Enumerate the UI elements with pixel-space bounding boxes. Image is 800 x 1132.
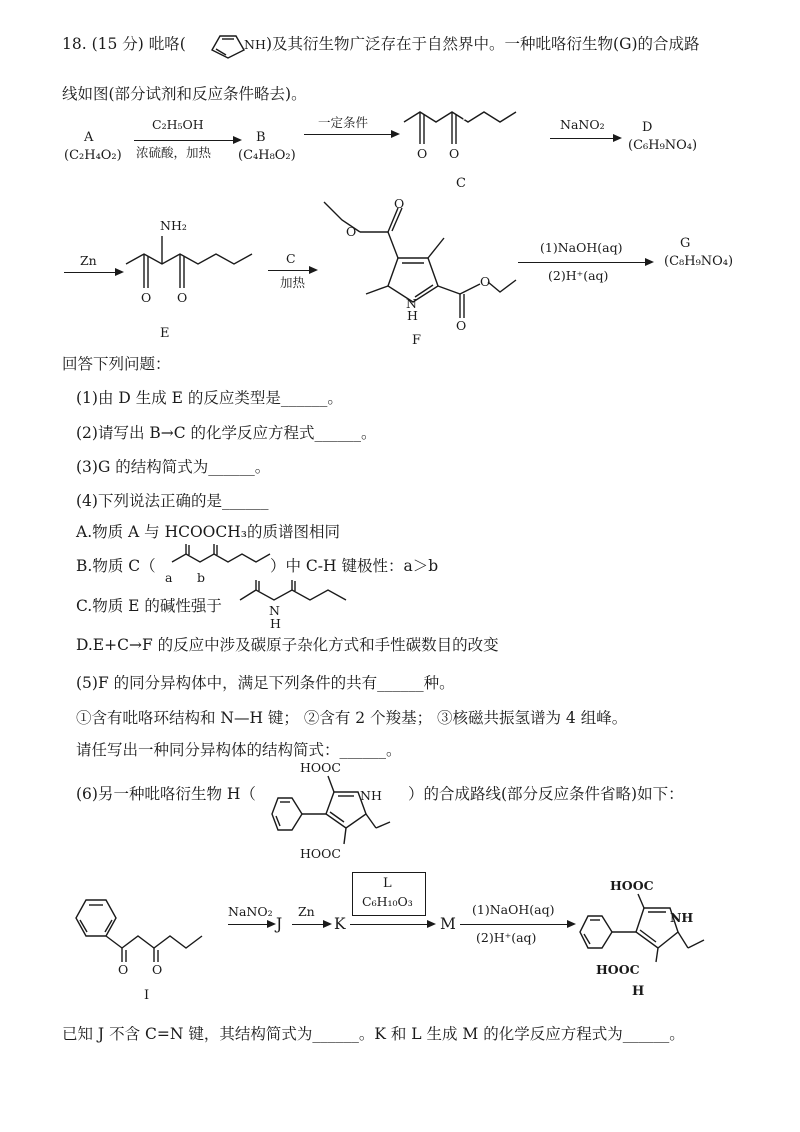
reagent-l-formula: C₆H₁₀O₃ (362, 894, 413, 909)
compound-c-structure (400, 108, 550, 168)
svg-text:O: O (480, 274, 491, 289)
question-4: (4)下列说法正确的是______ (76, 492, 269, 510)
compound-e-label: E (160, 326, 170, 341)
arrow1-conditions: 浓硫酸，加热 (136, 145, 212, 160)
compound-f-label: F (412, 333, 422, 348)
compound-g-formula: (C₈H₉NO₄) (664, 254, 734, 269)
svg-text:O: O (141, 290, 152, 305)
compound-f-h: H (407, 308, 418, 323)
h-small-cooh-top: HOOC (300, 760, 341, 775)
option-b-label-a: a (165, 570, 173, 585)
compound-e-structure (124, 236, 264, 306)
arrow-zn-reagent: Zn (298, 904, 315, 919)
question-5-conditions: ①含有吡咯环结构和 N—H 键； ②含有 2 个羧基； ③核磁共振氢谱为 4 组峰。 (76, 709, 628, 727)
compound-d-formula: (C₆H₉NO₄) (628, 138, 698, 153)
arrow6-reagent: (1)NaOH(aq) (540, 240, 623, 255)
svg-text:O: O (394, 196, 405, 211)
compound-d-label: D (642, 120, 653, 135)
compound-b-formula: (C₄H₈O₂) (238, 148, 296, 163)
questions-header: 回答下列问题： (62, 355, 171, 373)
arrow-nano2-reagent: NaNO₂ (228, 904, 273, 919)
option-a: A.物质 A 与 HCOOCH₃的质谱图相同 (76, 523, 340, 541)
reagent-l-label: L (383, 876, 392, 891)
question-1: (1)由 D 生成 E 的反应类型是______。 (76, 389, 343, 407)
arrow2-conditions: 一定条件 (318, 115, 369, 130)
svg-text:O: O (417, 146, 428, 161)
question-5-ask: 请任写出一种同分异构体的结构简式：______。 (76, 741, 402, 759)
compound-f-n: N (406, 296, 417, 311)
option-c-h: H (270, 616, 281, 631)
compound-j: J (276, 915, 283, 933)
pyrrole-nh-label: NH (244, 37, 266, 52)
arrow-final-reagent: (1)NaOH(aq) (472, 902, 555, 917)
arrow5-conditions: 加热 (280, 275, 306, 290)
option-c-n: N (269, 603, 280, 618)
option-c: C.物质 E 的碱性强于 (76, 597, 222, 615)
arrow5-reagent: C (286, 251, 296, 266)
compound-g-label: G (680, 236, 691, 251)
arrow1-reagent: C₂H₅OH (152, 117, 204, 132)
h-small-cooh-bottom: HOOC (300, 846, 341, 861)
question-6-start: (6)另一种吡咯衍生物 H（ (76, 785, 256, 803)
svg-text:O: O (449, 146, 460, 161)
question-2: (2)请写出 B→C 的化学反应方程式______。 (76, 424, 377, 442)
arrow4-reagent: Zn (80, 253, 97, 268)
svg-text:O: O (456, 318, 467, 333)
svg-text:.: . (462, 108, 466, 123)
arrow3-reagent: NaNO₂ (560, 117, 605, 132)
final-question: 已知 J 不含 C=N 键，其结构简式为______。K 和 L 生成 M 的化学反应方程式为______。 (62, 1025, 685, 1043)
svg-text:O: O (177, 290, 188, 305)
option-b-end: ）中 C-H 键极性：a＞b (270, 557, 439, 575)
compound-m: M (440, 915, 456, 933)
compound-a-label: A (84, 130, 94, 145)
question-5: (5)F 的同分异构体中，满足下列条件的共有______种。 (76, 674, 455, 692)
h-nh: NH (670, 910, 694, 925)
compound-i-label: I (144, 988, 150, 1003)
option-b-label-b: b (197, 570, 206, 585)
h-cooh-top: HOOC (610, 878, 654, 893)
h-small-nh: NH (360, 788, 382, 803)
arrow6-conditions: (2)H⁺(aq) (548, 268, 609, 283)
compound-e-nh2: NH₂ (160, 218, 187, 233)
option-d: D.E+C→F 的反应中涉及碳原子杂化方式和手性碳数目的改变 (76, 636, 499, 654)
compound-k: K (334, 915, 346, 933)
option-b-start: B.物质 C（ (76, 557, 156, 575)
compound-h-label: H (632, 984, 645, 999)
compound-a-formula: (C₂H₄O₂) (64, 148, 122, 163)
question-intro-line1a: 18. (15 分) 吡咯( (62, 35, 186, 53)
arrow-final-conditions: (2)H⁺(aq) (476, 930, 537, 945)
svg-text:O: O (346, 224, 357, 239)
question-3: (3)G 的结构简式为______。 (76, 458, 271, 476)
option-c-amide-structure (238, 580, 358, 610)
compound-f-structure (320, 196, 520, 336)
question-6-end: ）的合成路线(部分反应条件省略)如下： (408, 785, 684, 803)
question-intro-line2: 线如图(部分试剂和反应条件略去)。 (62, 85, 307, 103)
question-intro-line1b: )及其衍生物广泛存在于自然界中。一种吡咯衍生物(G)的合成路 (266, 35, 700, 53)
compound-b-label: B (256, 130, 266, 145)
compound-i-structure (72, 892, 232, 972)
compound-c-label: C (456, 176, 466, 191)
compound-i-o1: O (118, 962, 129, 977)
compound-i-o2: O (152, 962, 163, 977)
h-cooh-bottom: HOOC (596, 962, 640, 977)
